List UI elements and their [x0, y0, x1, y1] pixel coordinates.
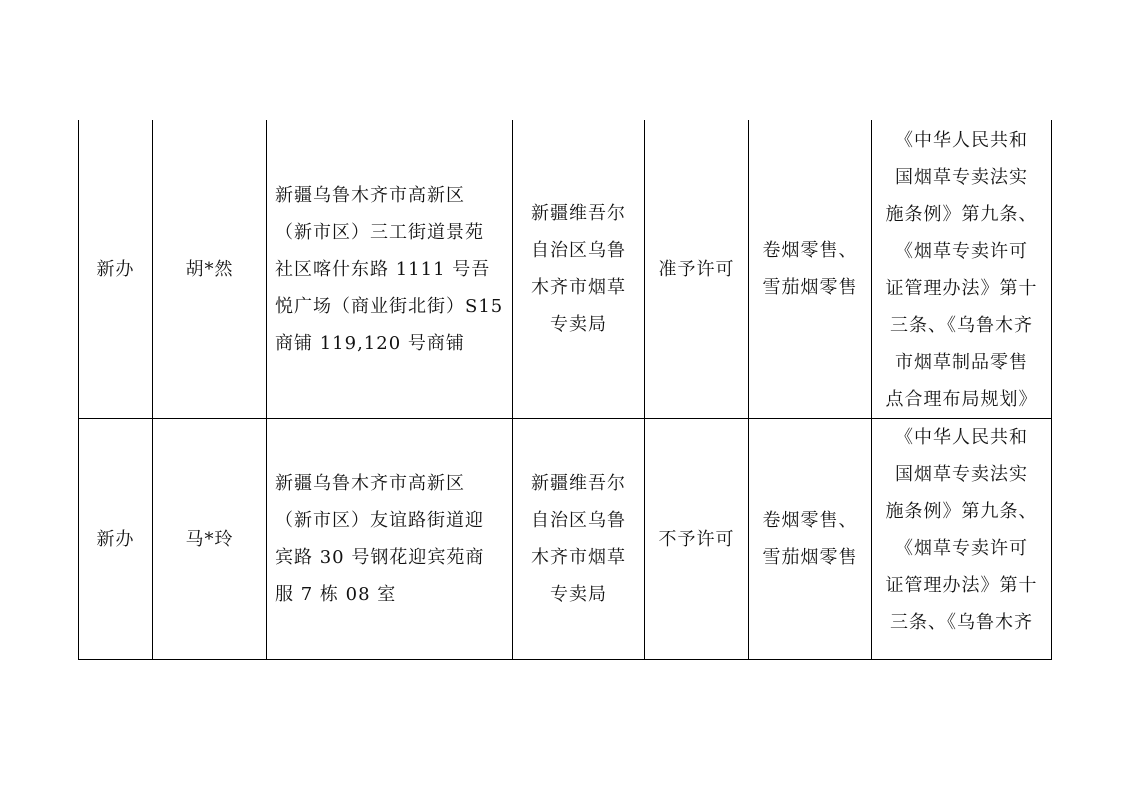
- permit-decision-table: [78, 120, 1052, 660]
- decision-cell: 不予许可: [645, 419, 749, 660]
- issuing-authority-cell: 新疆维吾尔 自治区乌鲁 木齐市烟草 专卖局: [513, 419, 645, 660]
- legal-basis-cell: 《中华人民共和 国烟草专卖法实 施条例》第九条、 《烟草专卖许可 证管理办法》第十 三条、《乌鲁木齐: [872, 419, 1052, 660]
- applicant-name-cell: 马*玲: [153, 419, 267, 660]
- applicant-name-cell: 胡*然: [153, 120, 267, 419]
- issuing-authority-cell: 新疆维吾尔 自治区乌鲁 木齐市烟草 专卖局: [513, 120, 645, 419]
- business-scope-cell: 卷烟零售、 雪茄烟零售: [749, 419, 872, 660]
- legal-basis-cell: 《中华人民共和 国烟草专卖法实 施条例》第九条、 《烟草专卖许可 证管理办法》第十 三条、《乌鲁木齐 市烟草制品零售 点合理布局规划》: [872, 120, 1052, 419]
- decision-cell: 准予许可: [645, 120, 749, 419]
- table-row: [79, 120, 1052, 419]
- business-address-cell: 新疆乌鲁木齐市高新区 （新市区）三工街道景苑 社区喀什东路 1111 号吾 悦广场（商业街北街）S15 商铺 119,120 号商铺: [267, 120, 513, 419]
- table-row: [79, 419, 1052, 660]
- application-type-cell: 新办: [79, 120, 153, 419]
- application-type-cell: 新办: [79, 419, 153, 660]
- business-address-cell: 新疆乌鲁木齐市高新区 （新市区）友谊路街道迎 宾路 30 号钢花迎宾苑商 服 7 栋 08 室: [267, 419, 513, 660]
- business-scope-cell: 卷烟零售、 雪茄烟零售: [749, 120, 872, 419]
